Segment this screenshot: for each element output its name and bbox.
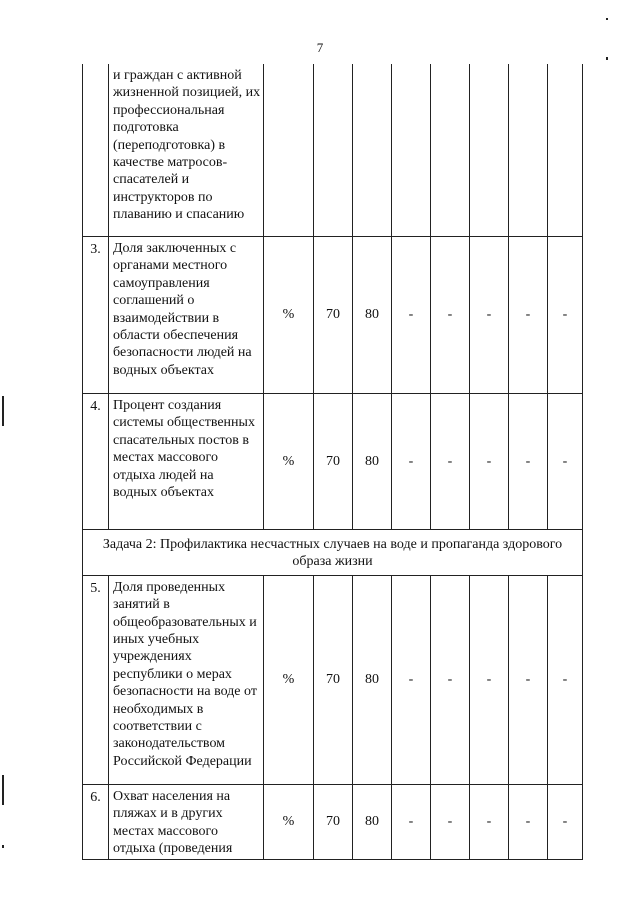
unit-cell: % [264, 784, 314, 860]
dash-cell: - [470, 237, 509, 394]
page-number: 7 [316, 40, 324, 55]
value-cell: 80 [353, 394, 392, 530]
dash-cell: - [392, 394, 431, 530]
unit-cell: % [264, 575, 314, 784]
task-heading: Задача 2: Профилактика несчастных случаев на воде и пропаганда здорового образа жизни [83, 530, 583, 576]
dash-cell [509, 64, 548, 237]
dash-cell: - [431, 575, 470, 784]
dash-cell: - [548, 575, 583, 784]
dash-cell: - [392, 575, 431, 784]
table-row [83, 575, 583, 784]
table-row [83, 394, 583, 530]
dash-cell [470, 64, 509, 237]
dash-cell: - [392, 784, 431, 860]
dash-cell [431, 64, 470, 237]
value-cell: 70 [314, 784, 353, 860]
dash-cell [548, 64, 583, 237]
value-cell: 80 [353, 575, 392, 784]
dash-cell: - [431, 394, 470, 530]
table-row [83, 64, 583, 237]
dash-cell: - [392, 237, 431, 394]
task-row [83, 530, 583, 576]
row-number [83, 64, 109, 237]
unit-cell [264, 64, 314, 237]
dash-cell: - [470, 394, 509, 530]
dash-cell: - [470, 784, 509, 860]
indicator-description: Охват населения на пляжах и в других местах массового отдыха (проведения [109, 784, 264, 860]
dash-cell: - [431, 784, 470, 860]
row-number: 6. [83, 784, 109, 860]
dash-cell: - [509, 394, 548, 530]
indicators-table [82, 64, 583, 860]
dash-cell: - [470, 575, 509, 784]
value-cell [353, 64, 392, 237]
indicator-description: Доля заключенных с органами местного самоуправления соглашений о взаимодействии в области обеспечения безопасности людей на водных объектах [109, 237, 264, 394]
dash-cell: - [548, 784, 583, 860]
row-number: 4. [83, 394, 109, 530]
indicator-description: Процент создания системы общественных спасательных постов в местах массового отдыха людей на водных объектах [109, 394, 264, 530]
value-cell: 70 [314, 237, 353, 394]
dash-cell: - [548, 237, 583, 394]
table-row [83, 237, 583, 394]
indicator-description: Доля проведенных занятий в общеобразовательных и иных учебных учреждениях республики о мерах безопасности на воде от необходимых в соответствии с законодательством Российской Федерации [109, 575, 264, 784]
row-number: 3. [83, 237, 109, 394]
scan-speck [2, 775, 4, 805]
dash-cell [392, 64, 431, 237]
scan-speck [2, 396, 4, 426]
scan-speck [606, 57, 608, 60]
dash-cell: - [548, 394, 583, 530]
value-cell: 70 [314, 575, 353, 784]
dash-cell: - [509, 784, 548, 860]
dash-cell: - [509, 237, 548, 394]
indicator-description: и граждан с активной жизненной позицией, их профессиональная подготовка (переподготовка) в качестве матросов-спасателей и инструкторов по плаванию и спасанию [109, 64, 264, 237]
dash-cell: - [509, 575, 548, 784]
value-cell: 80 [353, 237, 392, 394]
row-number: 5. [83, 575, 109, 784]
table-row [83, 784, 583, 860]
value-cell [314, 64, 353, 237]
unit-cell: % [264, 237, 314, 394]
value-cell: 70 [314, 394, 353, 530]
unit-cell: % [264, 394, 314, 530]
dash-cell: - [431, 237, 470, 394]
scan-speck [2, 845, 4, 848]
scan-speck [606, 18, 608, 20]
value-cell: 80 [353, 784, 392, 860]
